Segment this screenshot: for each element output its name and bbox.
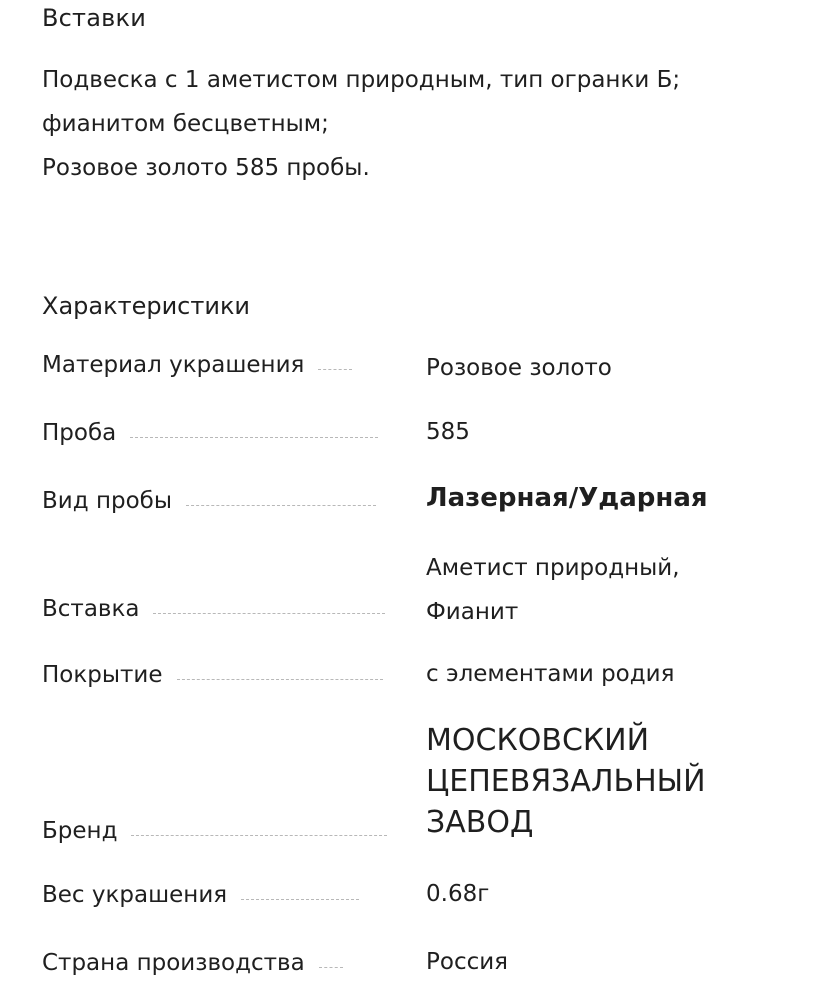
leader-dots	[319, 967, 343, 968]
inserts-heading: Вставки	[42, 4, 146, 32]
spec-value-weight	[426, 872, 489, 916]
leader-dots	[241, 899, 359, 900]
spec-value-text: Аметист природный,	[426, 555, 680, 581]
leader-dots	[130, 437, 378, 438]
spec-label-text: Проба	[42, 420, 117, 446]
spec-value-text: Россия	[426, 949, 509, 975]
inserts-line: фианитом бесцветным;	[42, 111, 329, 137]
spec-value-proba	[426, 410, 470, 454]
spec-value-text: ЗАВОД	[426, 805, 534, 840]
spec-label-weight	[42, 882, 359, 908]
spec-label-text: Страна производства	[42, 950, 305, 976]
leader-dots	[186, 505, 376, 506]
spec-label-proba-type	[42, 488, 376, 514]
spec-value-text: ЦЕПЕВЯЗАЛЬНЫЙ	[426, 764, 706, 799]
spec-label-text: Вес украшения	[42, 882, 228, 908]
spec-value-text: Фианит	[426, 599, 519, 625]
spec-value-insert	[426, 546, 680, 634]
spec-value-text: 0.68г	[426, 881, 490, 907]
spec-label-text: Вид пробы	[42, 488, 172, 514]
spec-value-brand	[426, 720, 706, 843]
spec-label-material	[42, 352, 352, 378]
spec-label-proba	[42, 420, 378, 446]
specs-heading: Характеристики	[42, 292, 251, 320]
leader-dots	[153, 613, 385, 614]
spec-label-insert	[42, 596, 385, 622]
inserts-description	[42, 58, 802, 190]
leader-dots	[131, 835, 387, 836]
inserts-line: Подвеска с 1 аметистом природным, тип огранки Б;	[42, 67, 681, 93]
spec-label-text: Материал украшения	[42, 352, 305, 378]
spec-label-brand	[42, 818, 387, 844]
spec-value-text: Розовое золото	[426, 355, 612, 381]
spec-value-text: 585	[426, 419, 470, 445]
spec-label-text: Бренд	[42, 818, 118, 844]
spec-value-material	[426, 346, 612, 390]
spec-value-text: с элементами родия	[426, 661, 675, 687]
spec-value-text: МОСКОВСКИЙ	[426, 723, 650, 758]
spec-label-text: Вставка	[42, 596, 140, 622]
leader-dots	[318, 369, 352, 370]
inserts-line: Розовое золото 585 пробы.	[42, 155, 370, 181]
spec-label-country	[42, 950, 343, 976]
leader-dots	[177, 679, 383, 680]
spec-value-coating	[426, 652, 674, 696]
spec-value-text: Лазерная/Ударная	[426, 483, 708, 513]
spec-value-proba-type	[426, 476, 708, 520]
spec-label-coating	[42, 662, 383, 688]
spec-value-country	[426, 940, 508, 984]
spec-label-text: Покрытие	[42, 662, 163, 688]
